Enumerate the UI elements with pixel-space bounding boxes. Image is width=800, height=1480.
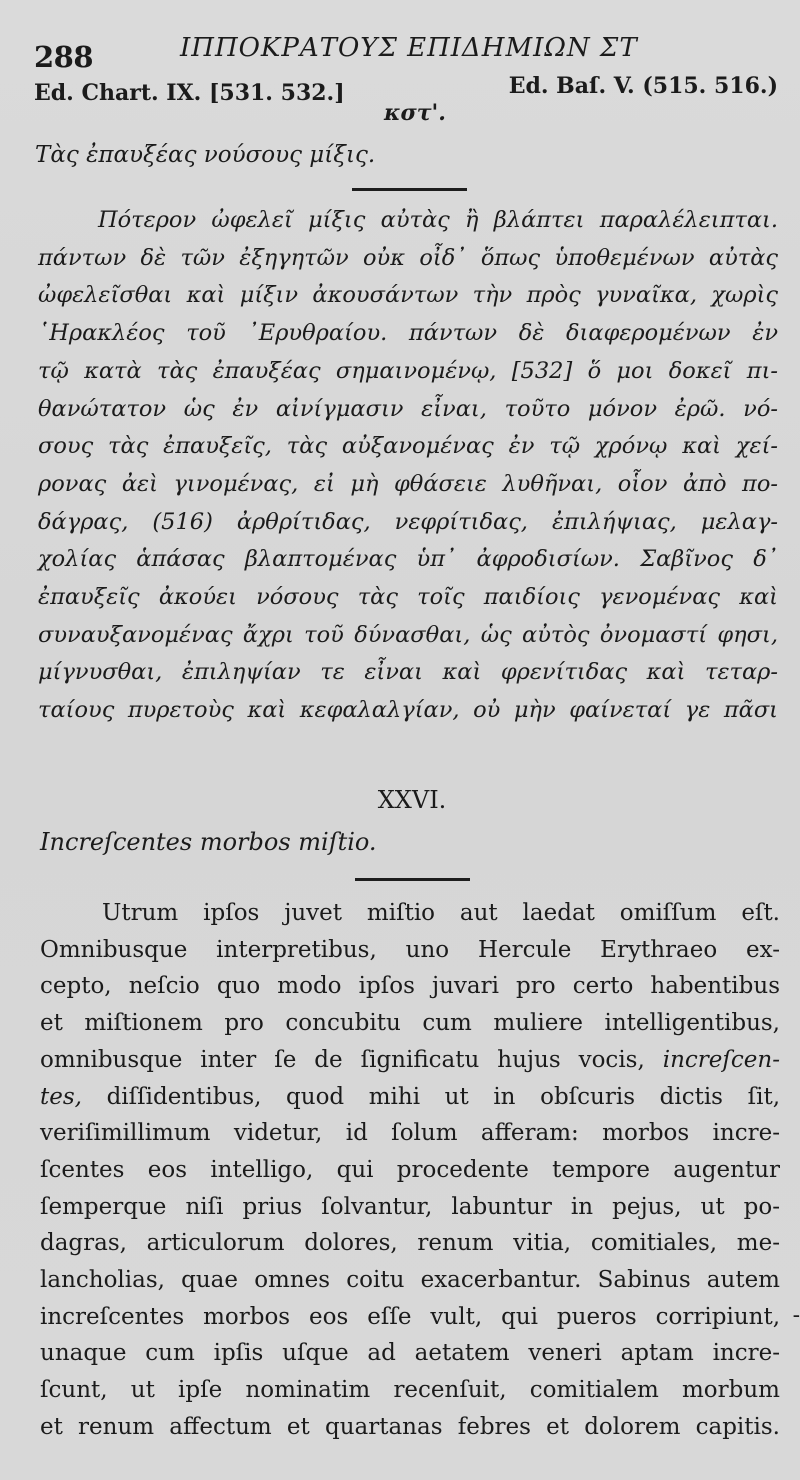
latin-line: increſcentes morbos eos eſſe vult, qui pueros corripiunt, [40,1303,780,1330]
greek-line: ῾Ηρακλέος τοῦ ᾽Ερυθραίου. πάντων δὲ διαφερομένων ἐν [38,320,778,347]
greek-section-number: κστ'. [384,100,446,126]
greek-line: θανώτατον ὡς ἐν αἰνίγμασιν εἶναι, τοῦτο μόνον ἐρῶ. νό- [38,395,778,422]
latin-line [40,1079,780,1116]
greek-line: σους τὰς ἐπαυξεῖς, τὰς αὐξανομένας ἐν τῷ χρόνῳ καὶ χεί- [38,433,778,460]
edition-reference-right: Ed. Baſ. V. (515. 516.) [508,73,778,99]
greek-line: Πότερον ὠφελεῖ μίξις αὐτὰς ἢ βλάπτει παραλέλειπται. [98,207,778,233]
latin-line [40,1042,780,1079]
margin-mark: - [792,1303,800,1328]
page-number: 288 [34,40,94,74]
section-divider [352,188,467,191]
latin-line: dagras, articulorum dolores, renum vitia, comitiales, me- [40,1230,780,1257]
italic-term: tes, [40,1083,82,1110]
latin-section-number: XXVI. [377,786,447,814]
greek-section-heading: Τὰς ἐπαυξέας νούσους μίξις. [35,142,376,168]
greek-text-block [38,202,778,730]
greek-line: δάγρας, (516) ἀρθρίτιδας, νεφρίτιδας, ἐπιλήψιας, μελαγ- [38,508,778,535]
latin-line: et miſtionem pro concubitu cum muliere intelligentibus, [40,1010,780,1037]
greek-line: ὠφελεῖσθαι καὶ μίξιν ἀκουσάντων τὴν πρὸς γυναῖκα, χωρὶς [38,282,778,309]
latin-line: unaque cum ipſis uſque ad aetatem veneri aptam incre- [40,1340,780,1367]
latin-line: ſemperque niſi prius ſolvantur, labuntur in pejus, ut po- [40,1193,780,1220]
greek-line: ρονας ἀεὶ γινομένας, εἰ μὴ φθάσειε λυθῆναι, οἷον ἀπὸ πο- [38,470,778,497]
section-divider [355,878,470,881]
greek-line: μίγνυσθαι, ἐπιληψίαν τε εἶναι καὶ φρενίτιδας καὶ τεταρ- [38,659,778,686]
edition-reference-left: Ed. Chart. IX. [531. 532.] [34,80,345,106]
greek-line: συναυξανομένας ἄχρι τοῦ δύνασθαι, ὡς αὐτὸς ὀνομαστί φησι, [38,621,778,648]
latin-line: veriſimillimum videtur, id ſolum afferam: morbos incre- [40,1120,780,1147]
running-title: ΙΠΠΟΚΡΑΤΟΥΣ ΕΠΙΔΗΜΙΩΝ ΣΤ [180,33,638,63]
greek-line: πάντων δὲ τῶν ἐξηγητῶν οὐκ οἶδ᾽ ὅπως ὑποθεμένων αὐτὰς [38,244,778,271]
latin-line: ſcunt, ut ipſe nominatim recenſuit, comitialem morbum [40,1377,780,1404]
italic-term: increſcen- [662,1046,780,1073]
latin-line: Omnibusque interpretibus, uno Hercule Erythraeo ex- [40,936,780,963]
greek-line: ἐπαυξεῖς ἀκούει νόσους τὰς τοῖς παιδίοις γενομένας καὶ [38,584,778,611]
latin-line: et renum affectum et quartanas febres et dolorem capitis. [40,1413,780,1440]
greek-line: ταίους πυρετοὺς καὶ κεφαλαλγίαν, οὐ μὴν φαίνεταί γε πᾶσι [38,697,778,724]
latin-text-block [40,895,780,1446]
greek-line: τῷ κατὰ τὰς ἐπαυξέας σημαινομένῳ, [532] ὅ μοι δοκεῖ πι- [38,357,778,384]
latin-line: lancholias, quae omnes coitu exacerbantur. Sabinus autem [40,1267,780,1294]
latin-line: cepto, neſcio quo modo ipſos juvari pro certo habentibus [40,973,780,1000]
latin-line-text: diſſidentibus, quod mihi ut in obſcuris dictis ſit, [106,1083,781,1110]
latin-line-text: omnibusque inter ſe de ſignificatu hujus vocis, [40,1046,645,1073]
greek-line: χολίας ἁπάσας βλαπτομένας ὑπ᾽ ἀφροδισίων. Σαβῖνος δ᾽ [38,546,778,573]
latin-line: ſcentes eos intelligo, qui procedente tempore augentur [40,1156,780,1183]
latin-line: Utrum ipſos juvet miſtio aut laedat omiſſum eſt. [102,900,780,926]
latin-section-heading: Increſcentes morbos miſtio. [40,828,377,856]
